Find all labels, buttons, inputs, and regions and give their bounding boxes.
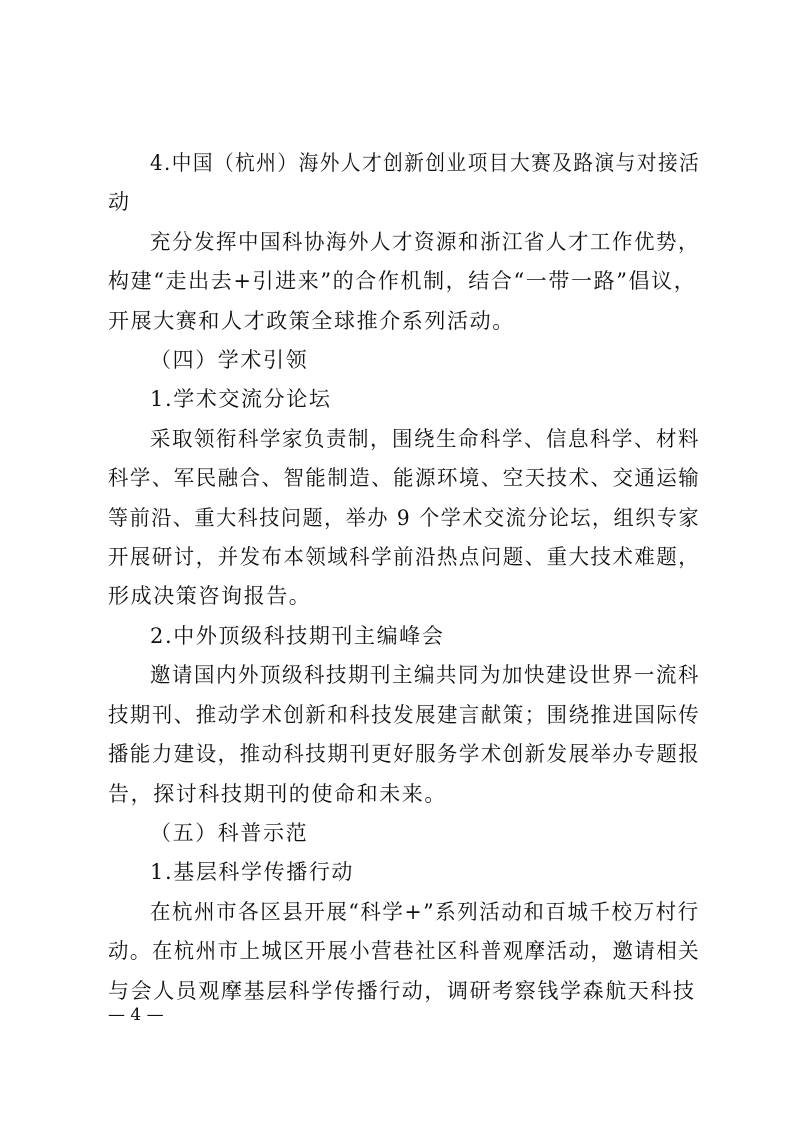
subsection-heading: 1.基层科学传播行动 bbox=[150, 860, 355, 884]
paragraph-line: 形成决策咨询报告。 bbox=[108, 584, 312, 608]
paragraph-heading-line: 动 bbox=[108, 190, 131, 214]
paragraph-line: 邀请国内外顶级科技期刊主编共同为加快建设世界一流科 bbox=[150, 663, 701, 687]
paragraph-line: 开展大赛和人才政策全球推介系列活动。 bbox=[108, 309, 515, 333]
page-number: — 4 — bbox=[108, 1005, 164, 1025]
paragraph-line: 播能力建设，推动科技期刊更好服务学术创新发展举办专题报 bbox=[108, 742, 701, 766]
paragraph-line: 开展研讨，并发布本领域科学前沿热点问题、重大技术难题， bbox=[108, 545, 701, 569]
subsection-heading: 2.中外顶级科技期刊主编峰会 bbox=[150, 624, 445, 648]
paragraph-line: 构建“走出去+引进来”的合作机制，结合“一带一路”倡议， bbox=[108, 269, 697, 293]
paragraph-line: 动。在杭州市上城区开展小营巷社区科普观摩活动，邀请相关 bbox=[108, 939, 701, 963]
paragraph-line: 充分发挥中国科协海外人才资源和浙江省人才工作优势， bbox=[150, 230, 701, 254]
subsection-heading: 1.学术交流分论坛 bbox=[150, 387, 332, 411]
paragraph-line: 告，探讨科技期刊的使命和未来。 bbox=[108, 782, 447, 806]
paragraph-line: 等前沿、重大科技问题，举办 9 个学术交流分论坛，组织专家 bbox=[108, 506, 701, 530]
section-heading: （四）学术引领 bbox=[150, 348, 309, 372]
paragraph-line: 与会人员观摩基层科学传播行动，调研考察钱学森航天科技 bbox=[108, 979, 696, 1003]
paragraph-heading-line: 4.中国（杭州）海外人才创新创业项目大赛及路演与对接活 bbox=[150, 151, 701, 175]
paragraph-line: 科学、军民融合、智能制造、能源环境、空天技术、交通运输 bbox=[108, 466, 701, 490]
paragraph-line: 采取领衔科学家负责制，围绕生命科学、信息科学、材料 bbox=[150, 427, 701, 451]
paragraph-line: 在杭州市各区县开展“科学+”系列活动和百城千校万村行 bbox=[150, 900, 700, 924]
paragraph-line: 技期刊、推动学术创新和科技发展建言献策；围绕推进国际传 bbox=[108, 703, 701, 727]
section-heading: （五）科普示范 bbox=[150, 821, 309, 845]
